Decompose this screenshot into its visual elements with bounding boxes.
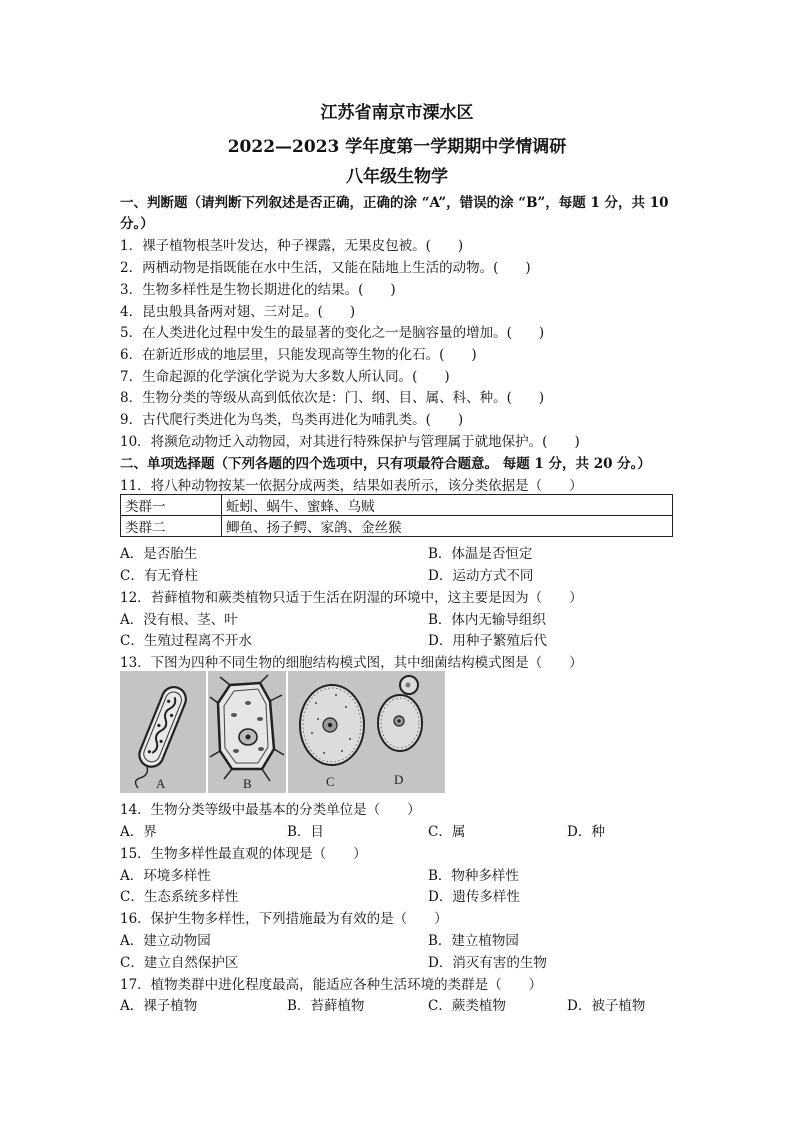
section2-heading: 二、单项选择题（下列各题的四个选项中，只有项最符合题意。 每题 1 分，共 20 分。）: [120, 456, 651, 472]
question-6: 6．在新近形成的地层里，只能发现高等生物的化石。( ): [120, 347, 477, 363]
table-cell-members: 蚯蚓、蜗牛、蜜蜂、乌贼: [222, 495, 673, 516]
table-cell-group: 类群二: [121, 516, 222, 537]
section1-heading: 一、判断题（请判断下列叙述是否正确，正确的涂 “A”，错误的涂 “B”，每题 1 分，共 10: [120, 195, 669, 211]
question-16: 16．保护生物多样性，下列措施最为有效的是（ ）: [120, 911, 448, 927]
question-10: 10．将濒危动物迁入动物园，对其进行特殊保护与管理属于就地保护。( ): [120, 434, 580, 450]
q11-option-b: B．体温是否恒定: [428, 546, 533, 562]
cell-figure-b: [208, 671, 286, 793]
q17-option-a: A．裸子植物: [120, 998, 198, 1014]
cell-figure-a: [120, 671, 206, 793]
question-12: 12．苔藓植物和蕨类植物只适于生活在阴湿的环境中，这主要是因为（ ）: [120, 590, 583, 606]
table-cell-group: 类群一: [121, 495, 222, 516]
q15-option-b: B．物种多样性: [428, 868, 519, 884]
q16-option-c: C．建立自然保护区: [120, 955, 239, 971]
question-9: 9．古代爬行类进化为鸟类，鸟类再进化为哺乳类。( ): [120, 412, 464, 428]
q14-option-c: C．属: [428, 824, 466, 840]
question-17: 17．植物类群中进化程度最高，能适应各种生活环境的类群是（ ）: [120, 977, 543, 993]
q11-option-a: A．是否胎生: [120, 546, 198, 562]
bacterium-cell-drawing: [120, 671, 206, 793]
q14-option-d: D．种: [567, 824, 605, 840]
q14-option-b: B．目: [287, 824, 324, 840]
table-cell-members: 鲫鱼、扬子鳄、家鸽、金丝猴: [222, 516, 673, 537]
q15-option-d: D．遗传多样性: [428, 889, 520, 905]
figure-label-a: A: [156, 776, 166, 791]
cell-figure-cd: [288, 671, 445, 793]
figure-label-c: C: [326, 774, 335, 789]
q12-option-b: B．体内无输导组织: [428, 612, 546, 628]
question-8: 8．生物分类的等级从高到低依次是：门、纲、目、属、科、种。( ): [120, 390, 545, 406]
question-11: 11．将八种动物按某一依据分成两类，结果如表所示，该分类依据是（ ）: [120, 478, 583, 494]
q17-option-c: C．蕨类植物: [428, 998, 506, 1014]
subject-title: 八年级生物学: [346, 167, 448, 187]
question-3: 3．生物多样性是生物长期进化的结果。( ): [120, 282, 396, 298]
q12-option-d: D．用种子繁殖后代: [428, 633, 547, 649]
question-14: 14．生物分类等级中最基本的分类单位是（ ）: [120, 802, 421, 818]
q15-option-c: C．生态系统多样性: [120, 889, 239, 905]
question-15: 15．生物多样性最直观的体现是（ ）: [120, 846, 367, 862]
q16-option-d: D．消灭有害的生物: [428, 955, 547, 971]
q16-option-a: A．建立动物园: [120, 933, 211, 949]
q11-option-c: C．有无脊柱: [120, 568, 198, 584]
question-13: 13．下图为四种不同生物的细胞结构模式图，其中细菌结构模式图是（ ）: [120, 655, 583, 671]
classification-table: [120, 494, 673, 537]
exam-title: 2022—2023 学年度第一学期期中学情调研: [227, 137, 567, 157]
animal-and-yeast-cell-drawing: [288, 671, 445, 793]
question-4: 4．昆虫般具备两对翅、三对足。( ): [120, 304, 356, 320]
table-row: [121, 516, 673, 537]
school-title: 江苏省南京市溧水区: [320, 103, 474, 123]
figure-label-b: B: [243, 776, 252, 791]
q17-option-b: B．苔藓植物: [287, 998, 365, 1014]
figure-label-d: D: [394, 772, 404, 787]
question-2: 2．两栖动物是指既能在水中生活，又能在陆地上生活的动物。( ): [120, 260, 531, 276]
question-7: 7．生命起源的化学演化学说为大多数人所认同。( ): [120, 369, 450, 385]
question-1: 1．裸子植物根茎叶发达，种子裸露，无果皮包被。( ): [120, 238, 464, 254]
q11-option-d: D．运动方式不同: [428, 568, 534, 584]
q12-option-a: A．没有根、茎、叶: [120, 612, 238, 628]
question-5: 5．在人类进化过程中发生的最显著的变化之一是脑容量的增加。( ): [120, 325, 545, 341]
table-row: [121, 495, 673, 516]
plant-cell-drawing: [208, 671, 286, 793]
section1-heading-cont: 分。）: [120, 216, 154, 232]
q15-option-a: A．环境多样性: [120, 868, 211, 884]
q12-option-c: C．生殖过程离不开水: [120, 633, 252, 649]
q16-option-b: B．建立植物园: [428, 933, 519, 949]
q17-option-d: D．被子植物: [567, 998, 646, 1014]
q14-option-a: A．界: [120, 824, 157, 840]
